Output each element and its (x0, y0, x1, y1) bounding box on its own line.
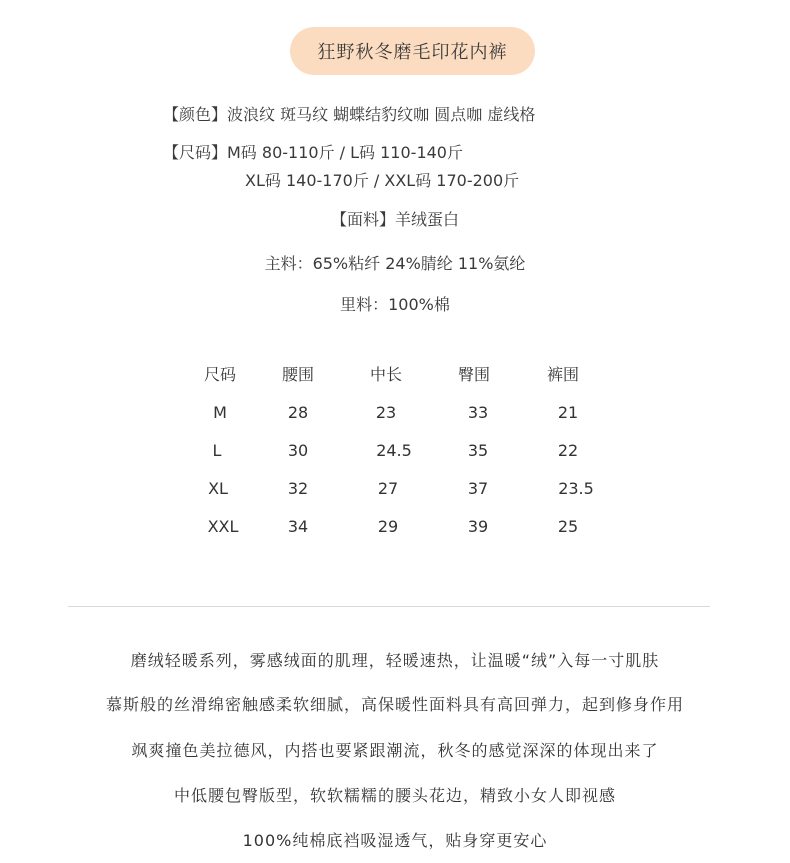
table-header: 腰围 (281, 365, 314, 384)
description-line: 中低腰包臀版型，软软糯糯的腰头花边，精致小女人即视感 (173, 786, 616, 805)
lining-material-spec: 里料：100%棉 (340, 295, 450, 314)
table-cell: 27 (377, 479, 399, 498)
table-header: 臀围 (457, 365, 490, 384)
table-row (0, 474, 790, 504)
table-cell: 37 (467, 479, 489, 498)
description-line: 飒爽撞色美拉德风，内搭也要紧跟潮流，秋冬的感觉深深的体现出来了 (131, 741, 659, 760)
size-spec-line-2: XL码 140-170斤 / XXL码 170-200斤 (245, 171, 520, 190)
table-cell: 25 (557, 517, 579, 536)
table-cell: 29 (377, 517, 399, 536)
color-spec: 【颜色】波浪纹 斑马纹 蝴蝶结豹纹咖 圆点咖 虚线格 (163, 105, 536, 124)
table-cell: 22 (557, 441, 579, 460)
main-material-spec: 主料：65%粘纤 24%腈纶 11%氨纶 (264, 254, 526, 273)
size-spec-line-1: 【尺码】M码 80-110斤 / L码 110-140斤 (163, 143, 463, 162)
table-cell: 32 (287, 479, 309, 498)
table-cell: 33 (467, 403, 489, 422)
table-header: 尺码 (203, 365, 236, 384)
table-cell: 35 (467, 441, 489, 460)
table-cell: 34 (287, 517, 309, 536)
table-header: 裤围 (546, 365, 579, 384)
description-line: 100%纯棉底裆吸湿透气，贴身穿更安心 (242, 831, 548, 850)
product-title: 狂野秋冬磨毛印花内裤 (290, 27, 535, 75)
table-cell: 23.5 (558, 479, 594, 498)
table-row (0, 398, 790, 428)
table-header: 中长 (369, 365, 402, 384)
table-cell: M (213, 403, 227, 422)
description-line: 磨绒轻暖系列，雾感绒面的肌理，轻暖速热，让温暖“绒”入每一寸肌肤 (130, 651, 660, 670)
table-cell: 24.5 (376, 441, 412, 460)
table-cell: 30 (287, 441, 309, 460)
table-row (0, 436, 790, 466)
description-line: 慕斯般的丝滑绵密触感柔软细腻，高保暖性面料具有高回弹力，起到修身作用 (105, 695, 684, 714)
table-cell: XXL (207, 517, 239, 536)
table-cell: 28 (287, 403, 309, 422)
section-divider (68, 606, 710, 607)
table-row (0, 512, 790, 542)
table-cell: 21 (557, 403, 579, 422)
table-header-row (0, 360, 790, 390)
table-cell: 39 (467, 517, 489, 536)
fabric-spec: 【面料】羊绒蛋白 (330, 210, 459, 229)
table-cell: L (212, 441, 222, 460)
table-cell: XL (208, 479, 228, 498)
table-cell: 23 (375, 403, 397, 422)
